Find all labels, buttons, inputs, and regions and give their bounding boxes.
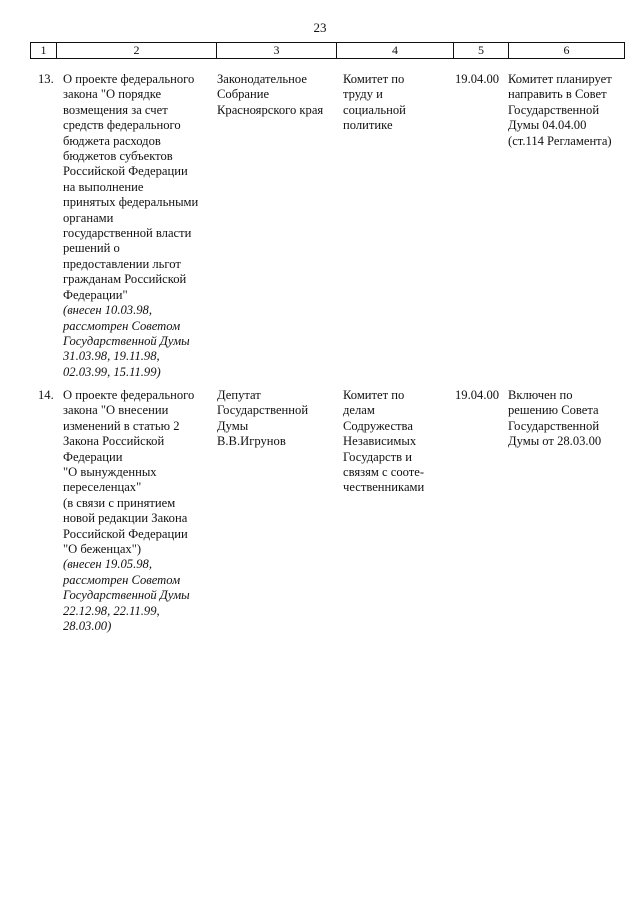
bill-title-line: изменений в статью 2 [63, 418, 180, 433]
column-header-3: 3 [217, 43, 337, 59]
column-header-1: 1 [31, 43, 57, 59]
bill-title-line: закона "О внесении [63, 403, 169, 418]
review-date: 19.04.00 [455, 72, 500, 86]
committee-line: труду и [343, 87, 383, 102]
bill-author [217, 72, 341, 118]
bill-title-line: "О вынужденных [63, 465, 157, 480]
bill-status [508, 388, 628, 450]
committee-line: Комитет по [343, 72, 405, 86]
bill-title-line: возмещения за счет [63, 102, 168, 117]
bill-author-line: Красноярского края [217, 102, 324, 117]
status-line: Государственной [508, 418, 600, 433]
bill-author-line: В.В.Игрунов [217, 434, 286, 449]
bill-title-line: Российской Федерации [63, 526, 188, 541]
bill-title-line: бюджетов субъектов [63, 149, 173, 164]
column-header-5: 5 [454, 43, 509, 59]
committee-line: Комитет по [343, 388, 405, 402]
bill-history-line: (внесен 19.05.98, [63, 557, 152, 572]
bill-title-line: средств федерального [63, 118, 181, 133]
status-line: решению Совета [508, 403, 599, 418]
bill-title-line: решений о [63, 241, 120, 256]
committee-line: делам [343, 403, 375, 418]
bill-title-line: бюджета расходов [63, 133, 161, 148]
bill-title-line: Федерации [63, 449, 123, 464]
committee-line: политике [343, 118, 393, 133]
committee-line: чественниками [343, 480, 425, 495]
bill-title-line: новой редакции Закона [63, 511, 188, 526]
committee-line: Содружества [343, 418, 413, 433]
row-number: 13. [38, 72, 54, 86]
bill-title-line: О проекте федерального [63, 72, 195, 86]
status-line: Думы от 28.03.00 [508, 434, 602, 449]
bill-title-line: Федерации" [63, 287, 128, 302]
status-line: направить в Совет [508, 87, 607, 102]
bill-history-line: (внесен 10.03.98, [63, 303, 152, 318]
bill-title-line: государственной власти [63, 226, 192, 241]
bill-author-line: Депутат [217, 388, 261, 402]
column-header-6: 6 [509, 43, 625, 59]
bill-history-line: рассмотрен Советом [63, 572, 181, 587]
bill-title-line: принятых федеральными [63, 195, 199, 210]
bill-status [508, 72, 628, 149]
bill-title [63, 388, 215, 635]
bill-title [63, 72, 215, 380]
bill-title-line: О проекте федерального [63, 388, 195, 402]
committee-line: связям с сооте- [343, 465, 425, 480]
bill-title-line: "О беженцах") [63, 542, 142, 557]
status-line: Государственной [508, 102, 600, 117]
bill-title-line: предоставлении льгот [63, 256, 181, 271]
bill-title-line: органами [63, 210, 114, 225]
bill-title-line: закона "О порядке [63, 87, 162, 102]
responsible-committee [343, 72, 453, 134]
bill-author-line: Думы [217, 418, 249, 433]
bill-title-line: переселенцах" [63, 480, 142, 495]
status-line: Включен по [508, 388, 573, 402]
row-number: 14. [38, 388, 54, 402]
bill-history-line: 28.03.00) [63, 619, 112, 634]
column-header-2: 2 [57, 43, 217, 59]
status-line: Думы 04.04.00 [508, 118, 587, 133]
status-line: Комитет планирует [508, 72, 612, 86]
bill-history-line: 02.03.99, 15.11.99) [63, 364, 161, 379]
bill-history-line: Государственной Думы [63, 333, 190, 348]
bill-author [217, 388, 341, 450]
bill-history-line: рассмотрен Советом [63, 318, 181, 333]
status-line: (ст.114 Регламента) [508, 133, 612, 148]
column-number-header [30, 42, 625, 59]
bill-author-line: Собрание [217, 87, 270, 102]
bill-title-line: гражданам Российской [63, 272, 187, 287]
bill-title-line: Российской Федерации [63, 164, 188, 179]
bill-title-line: на выполнение [63, 179, 144, 194]
committee-line: социальной [343, 102, 406, 117]
bill-title-line: (в связи с принятием [63, 495, 176, 510]
bill-author-line: Законодательное [217, 72, 307, 86]
bill-history-line: 22.12.98, 22.11.99, [63, 603, 160, 618]
bill-history-line: Государственной Думы [63, 588, 190, 603]
committee-line: Государств и [343, 449, 412, 464]
review-date: 19.04.00 [455, 388, 500, 402]
bill-author-line: Государственной [217, 403, 309, 418]
responsible-committee [343, 388, 453, 496]
committee-line: Независимых [343, 434, 417, 449]
column-header-4: 4 [337, 43, 454, 59]
bill-history-line: 31.03.98, 19.11.98, [63, 349, 160, 364]
page-number: 23 [313, 20, 327, 35]
bill-title-line: Закона Российской [63, 434, 165, 449]
